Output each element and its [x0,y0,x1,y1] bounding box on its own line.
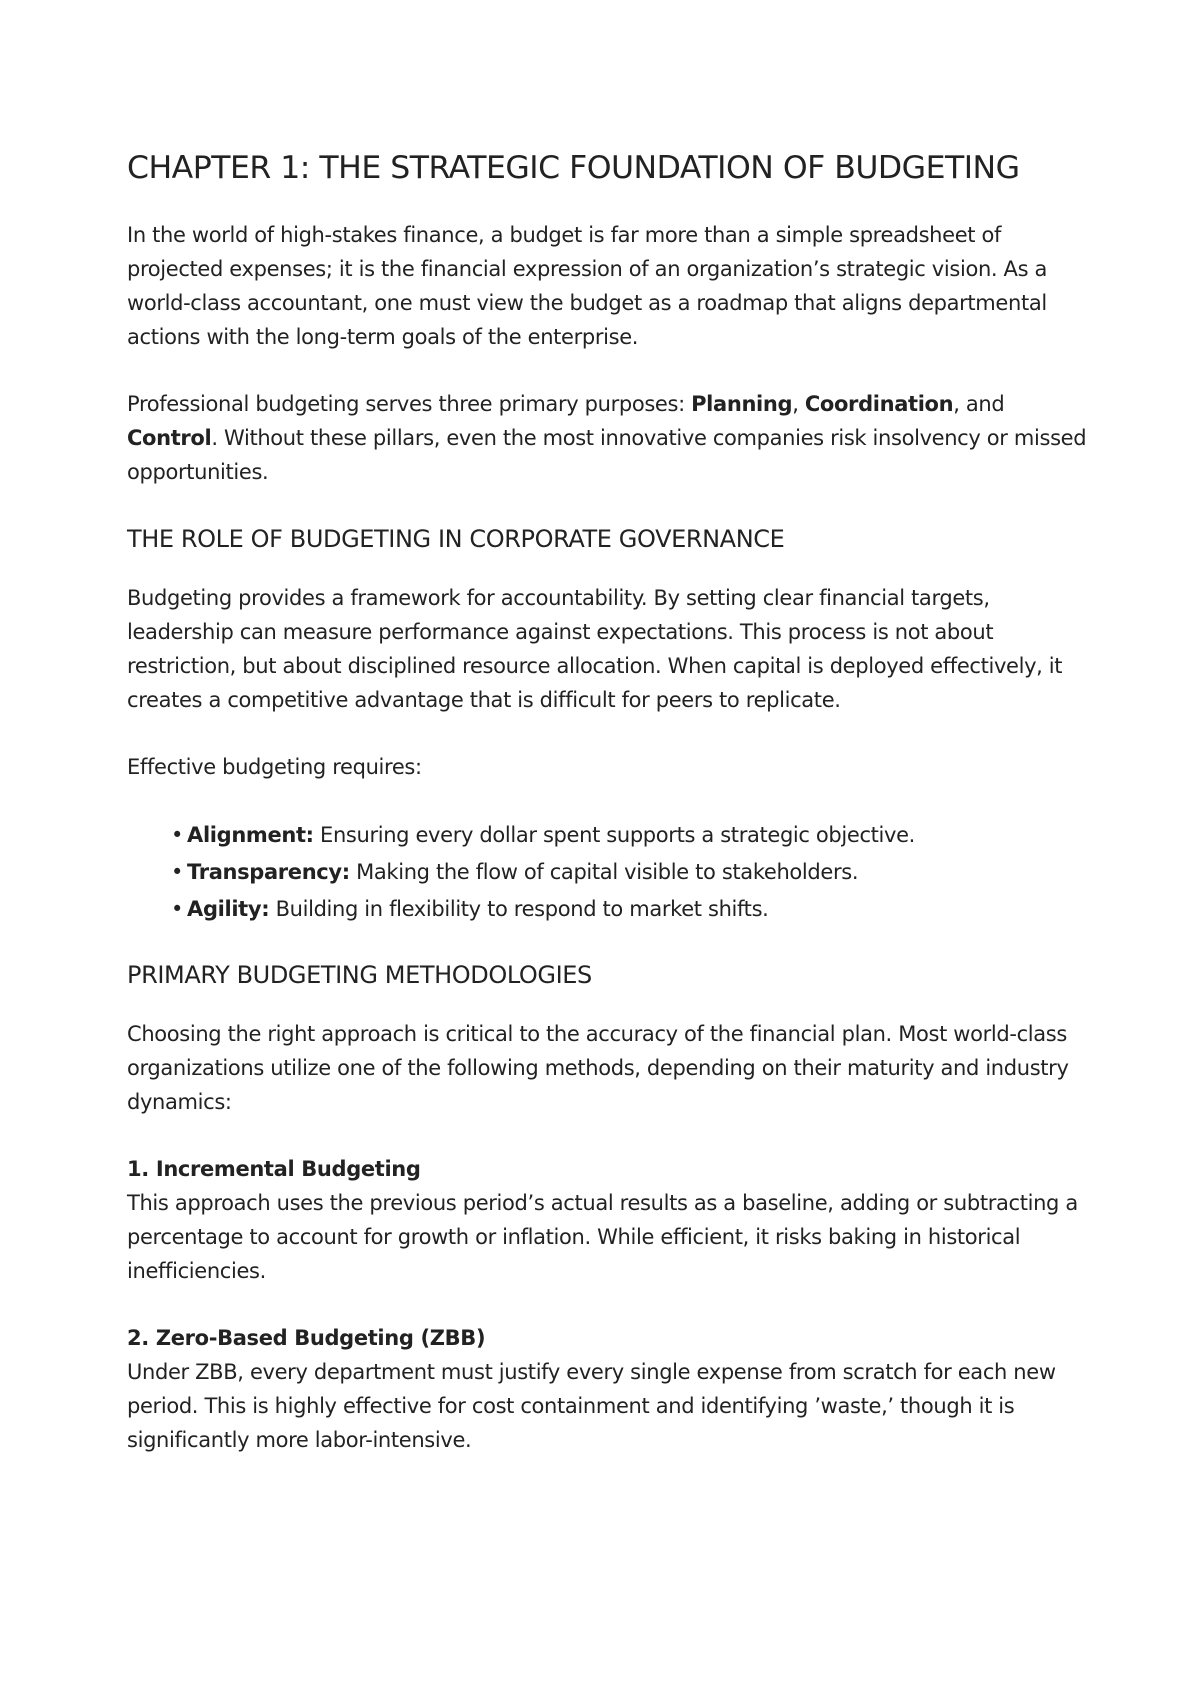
chapter-title: CHAPTER 1: THE STRATEGIC FOUNDATION OF BUDGETING [127,150,1020,186]
purposes-paragraph [127,387,1087,489]
intro-paragraph: In the world of high-stakes finance, a budget is far more than a simple spreadsheet of projected expenses; it is the financial expression of an organization’s strategic vision. As a world-class accountant, one must view the budget as a roadmap that aligns departmental actions with the long-term goals of the enterprise. [127,223,1048,349]
list-item [171,891,1087,928]
purposes-separator: , and [953,392,1005,416]
requirements-list [127,817,1087,928]
list-item [171,817,1087,854]
requirement-text: Building in flexibility to respond to market shifts. [269,897,769,921]
bullet-icon: • [171,897,184,921]
purposes-separator: , [792,392,805,416]
bullet-icon: • [171,823,184,847]
purpose-term-control: Control [127,426,212,450]
method-title: 1. Incremental Budgeting [127,1157,421,1181]
requirement-text: Making the flow of capital visible to stakeholders. [349,860,859,884]
method-incremental [127,1152,1087,1288]
purpose-term-coordination: Coordination [804,392,954,416]
method-body: Under ZBB, every department must justify every single expense from scratch for each new period. This is highly effective for cost containment and identifying ’waste,’ though it is significantly more labor-intensive. [127,1360,1056,1452]
section-heading-methodologies: PRIMARY BUDGETING METHODOLOGIES [127,961,592,989]
bullet-icon: • [171,860,184,884]
purposes-tail: . Without these pillars, even the most innovative companies risk insolvency or missed opportunities. [127,426,1087,484]
method-title: 2. Zero-Based Budgeting (ZBB) [127,1326,486,1350]
requirement-term: Alignment: [187,823,314,847]
methodologies-paragraph: Choosing the right approach is critical to the accuracy of the financial plan. Most world-class organizations utilize one of the following methods, depending on their maturity and industry dynamics: [127,1022,1069,1114]
document-page [127,142,1087,1490]
list-item [171,854,1087,891]
requirement-term: Agility: [187,897,270,921]
requirement-text: Ensuring every dollar spent supports a strategic objective. [313,823,916,847]
purpose-term-planning: Planning [691,392,793,416]
requirement-term: Transparency: [187,860,350,884]
governance-paragraph: Budgeting provides a framework for accountability. By setting clear financial targets, leadership can measure performance against expectations. This process is not about restriction, but about disciplined resource allocation. When capital is deployed effectively, it creates a competitive advantage that is difficult for peers to replicate. [127,586,1063,712]
requirements-intro: Effective budgeting requires: [127,755,422,779]
method-body: This approach uses the previous period’s actual results as a baseline, adding or subtracting a percentage to account for growth or inflation. While efficient, it risks baking in historical inefficiencies. [127,1191,1078,1283]
method-zero-based [127,1321,1087,1457]
section-heading-governance: THE ROLE OF BUDGETING IN CORPORATE GOVERNANCE [127,525,785,553]
purposes-lead: Professional budgeting serves three primary purposes: [127,392,692,416]
